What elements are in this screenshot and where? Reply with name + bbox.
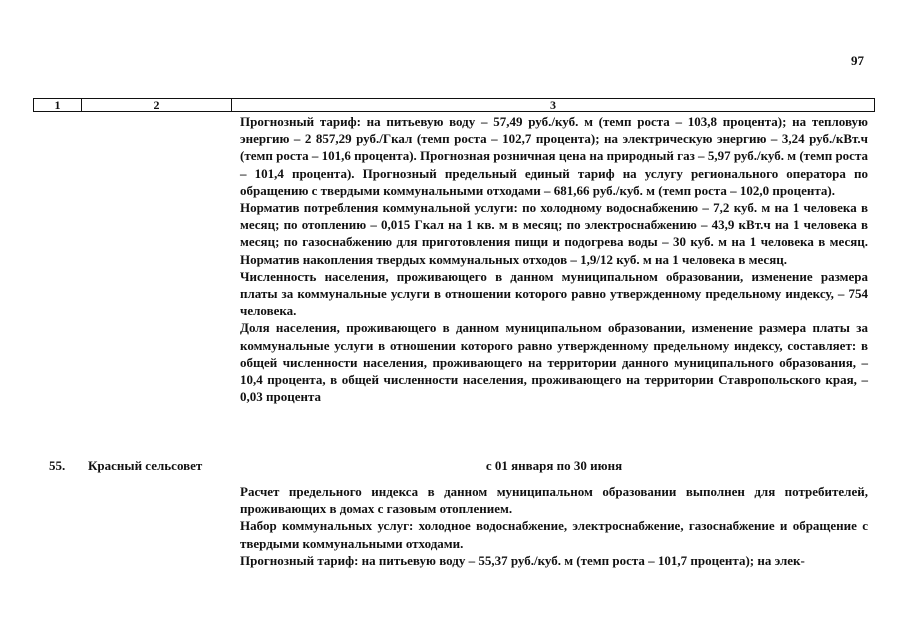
- paragraph-services-set: Набор коммунальных услуг: холодное водоснабжение, электроснабжение, газоснабжение и обращение с твердыми коммунальными отходами.: [240, 518, 868, 551]
- column-header-2: 2: [82, 99, 232, 111]
- row54-continuation-text: [240, 113, 868, 405]
- paragraph-forecast-tariff: Прогнозный тариф: на питьевую воду – 55,37 руб./куб. м (темп роста – 101,7 процента); на элек-: [240, 552, 805, 568]
- paragraph-tariff: Прогнозный тариф: на питьевую воду – 57,49 руб./куб. м (темп роста – 103,8 процента); на тепловую энергию – 2 857,29 руб./Гкал (темп роста – 102,7 процента); на электрическую энергию – 3,24 руб./кВт.ч (темп роста – 101,6 процента). Прогнозная розничная цена на природный газ – 5,97 руб./куб. м (темп роста – 101,4 процента). Прогнозный предельный единый тариф на услугу регионального оператора по обращению с твердыми коммунальными отходами – 681,66 руб./куб. м (темп роста – 102,0 процента).: [240, 114, 868, 198]
- column-header-3: 3: [550, 98, 556, 112]
- paragraph-population-share: Доля населения, проживающего в данном муниципальном образовании, изменение размера платы за коммунальные услуги в отношении которого равно утвержденному предельному индексу, составляет: в общей численности населения, проживающего на территории данного муниципального образования, – 10,4 процента, в общей численности населения, проживающего на территории Ставропольского края, – 0,03 процента: [240, 320, 868, 405]
- municipality-name: Красный сельсовет: [88, 458, 203, 473]
- page-number: 97: [851, 53, 864, 68]
- column-header-1: 1: [34, 99, 82, 111]
- paragraph-calculation-basis: Расчет предельного индекса в данном муниципальном образовании выполнен для потребителей, проживающих в домах с газовым отоплением.: [240, 484, 868, 517]
- row-number: 55.: [49, 458, 66, 473]
- paragraph-population-count: Численность населения, проживающего в данном муниципальном образовании, изменение размера платы за коммунальные услуги в отношении которого равно утвержденному предельному индексу, – 754 человека.: [240, 268, 868, 319]
- row55-text: [240, 483, 868, 569]
- table-header-row: [33, 98, 875, 112]
- period-heading: с 01 января по 30 июня: [485, 458, 623, 473]
- paragraph-consumption-norm: Норматив потребления коммунальной услуги: по холодному водоснабжению – 7,2 куб. м на 1 человека в месяц; по отоплению – 0,015 Гкал на 1 кв. м в месяц; по электроснабжению – 43,9 кВт.ч на 1 человека в месяц; по газоснабжению для приготовления пищи и подогрева воды – 30 куб. м на 1 человека в месяц. Норматив накопления твердых коммунальных отходов – 1,9/12 куб. м на 1 человека в месяц.: [240, 200, 868, 267]
